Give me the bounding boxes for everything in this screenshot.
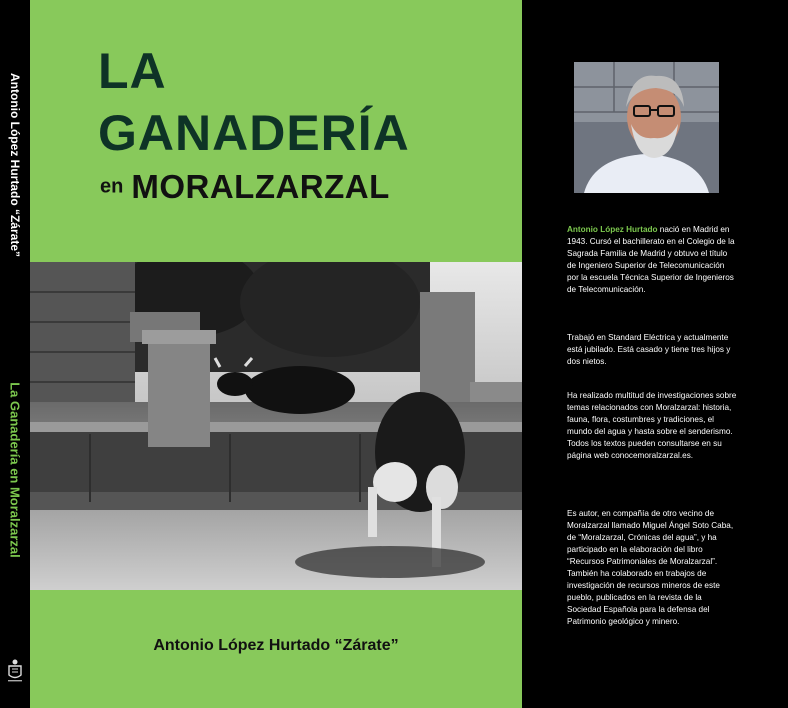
- title-en: en: [100, 175, 124, 198]
- bio-paragraph-4-text: Es autor, en compañía de otro vecino de Moralzarzal llamado Miguel Ángel Soto Caba, de “Moralzarzal, Crónicas del agua”, y ha participado en la elaboración del libro “Recursos Patrimoniales de Moralzarzal”. También ha colaborado en trabajos de investigación de recursos mineros de este pueblo, publicados en la revista de la Sociedad Española para la defensa del Patrimonio geológico y minero.: [567, 509, 734, 626]
- bio-paragraph-3: [567, 390, 737, 462]
- bio-paragraph-4: [567, 508, 737, 628]
- book-spine: [0, 0, 30, 708]
- bio-paragraph-3-text: Ha realizado multitud de investigaciones sobre temas relacionados con Moralzarzal: historia, fauna, flora, costumbres y tradiciones, el mundo del agua y hasta sobre el senderismo. Todos los textos pueden consultarse en su página web conocemoralzarzal.es.: [567, 391, 737, 460]
- publisher-logo-icon: [6, 658, 24, 684]
- bio-paragraph-1: [567, 224, 737, 296]
- spine-author: Antonio López Hurtado “Zárate”: [8, 73, 22, 257]
- title-line-2: GANADERÍA: [98, 105, 410, 161]
- spine-title: La Ganadería en Moralzarzal: [7, 382, 23, 558]
- back-cover: [522, 0, 788, 708]
- front-cover: [30, 0, 522, 708]
- title-line-3: [100, 170, 390, 203]
- title-place: MORALZARZAL: [131, 168, 390, 205]
- bio-paragraph-2: [567, 332, 737, 368]
- front-author: Antonio López Hurtado “Zárate”: [153, 637, 399, 654]
- title-line-1: LA: [98, 43, 167, 99]
- author-portrait-photo: [574, 62, 719, 193]
- bio-paragraph-1-text: nació en Madrid en 1943. Cursó el bachillerato en el Colegio de la Sagrada Familia de Madrid y obtuvo el título de Ingeniero Superior de Telecomunicación por la escuela Técnica Superior de Ingenieros de Telecomunicación.: [567, 225, 735, 294]
- bio-paragraph-2-text: Trabajó en Standard Eléctrica y actualmente está jubilado. Está casado y tiene tres hijos y dos nietos.: [567, 333, 731, 366]
- cows-at-fountain-photo: [30, 262, 522, 590]
- bio-author-name: Antonio López Hurtado: [567, 225, 658, 234]
